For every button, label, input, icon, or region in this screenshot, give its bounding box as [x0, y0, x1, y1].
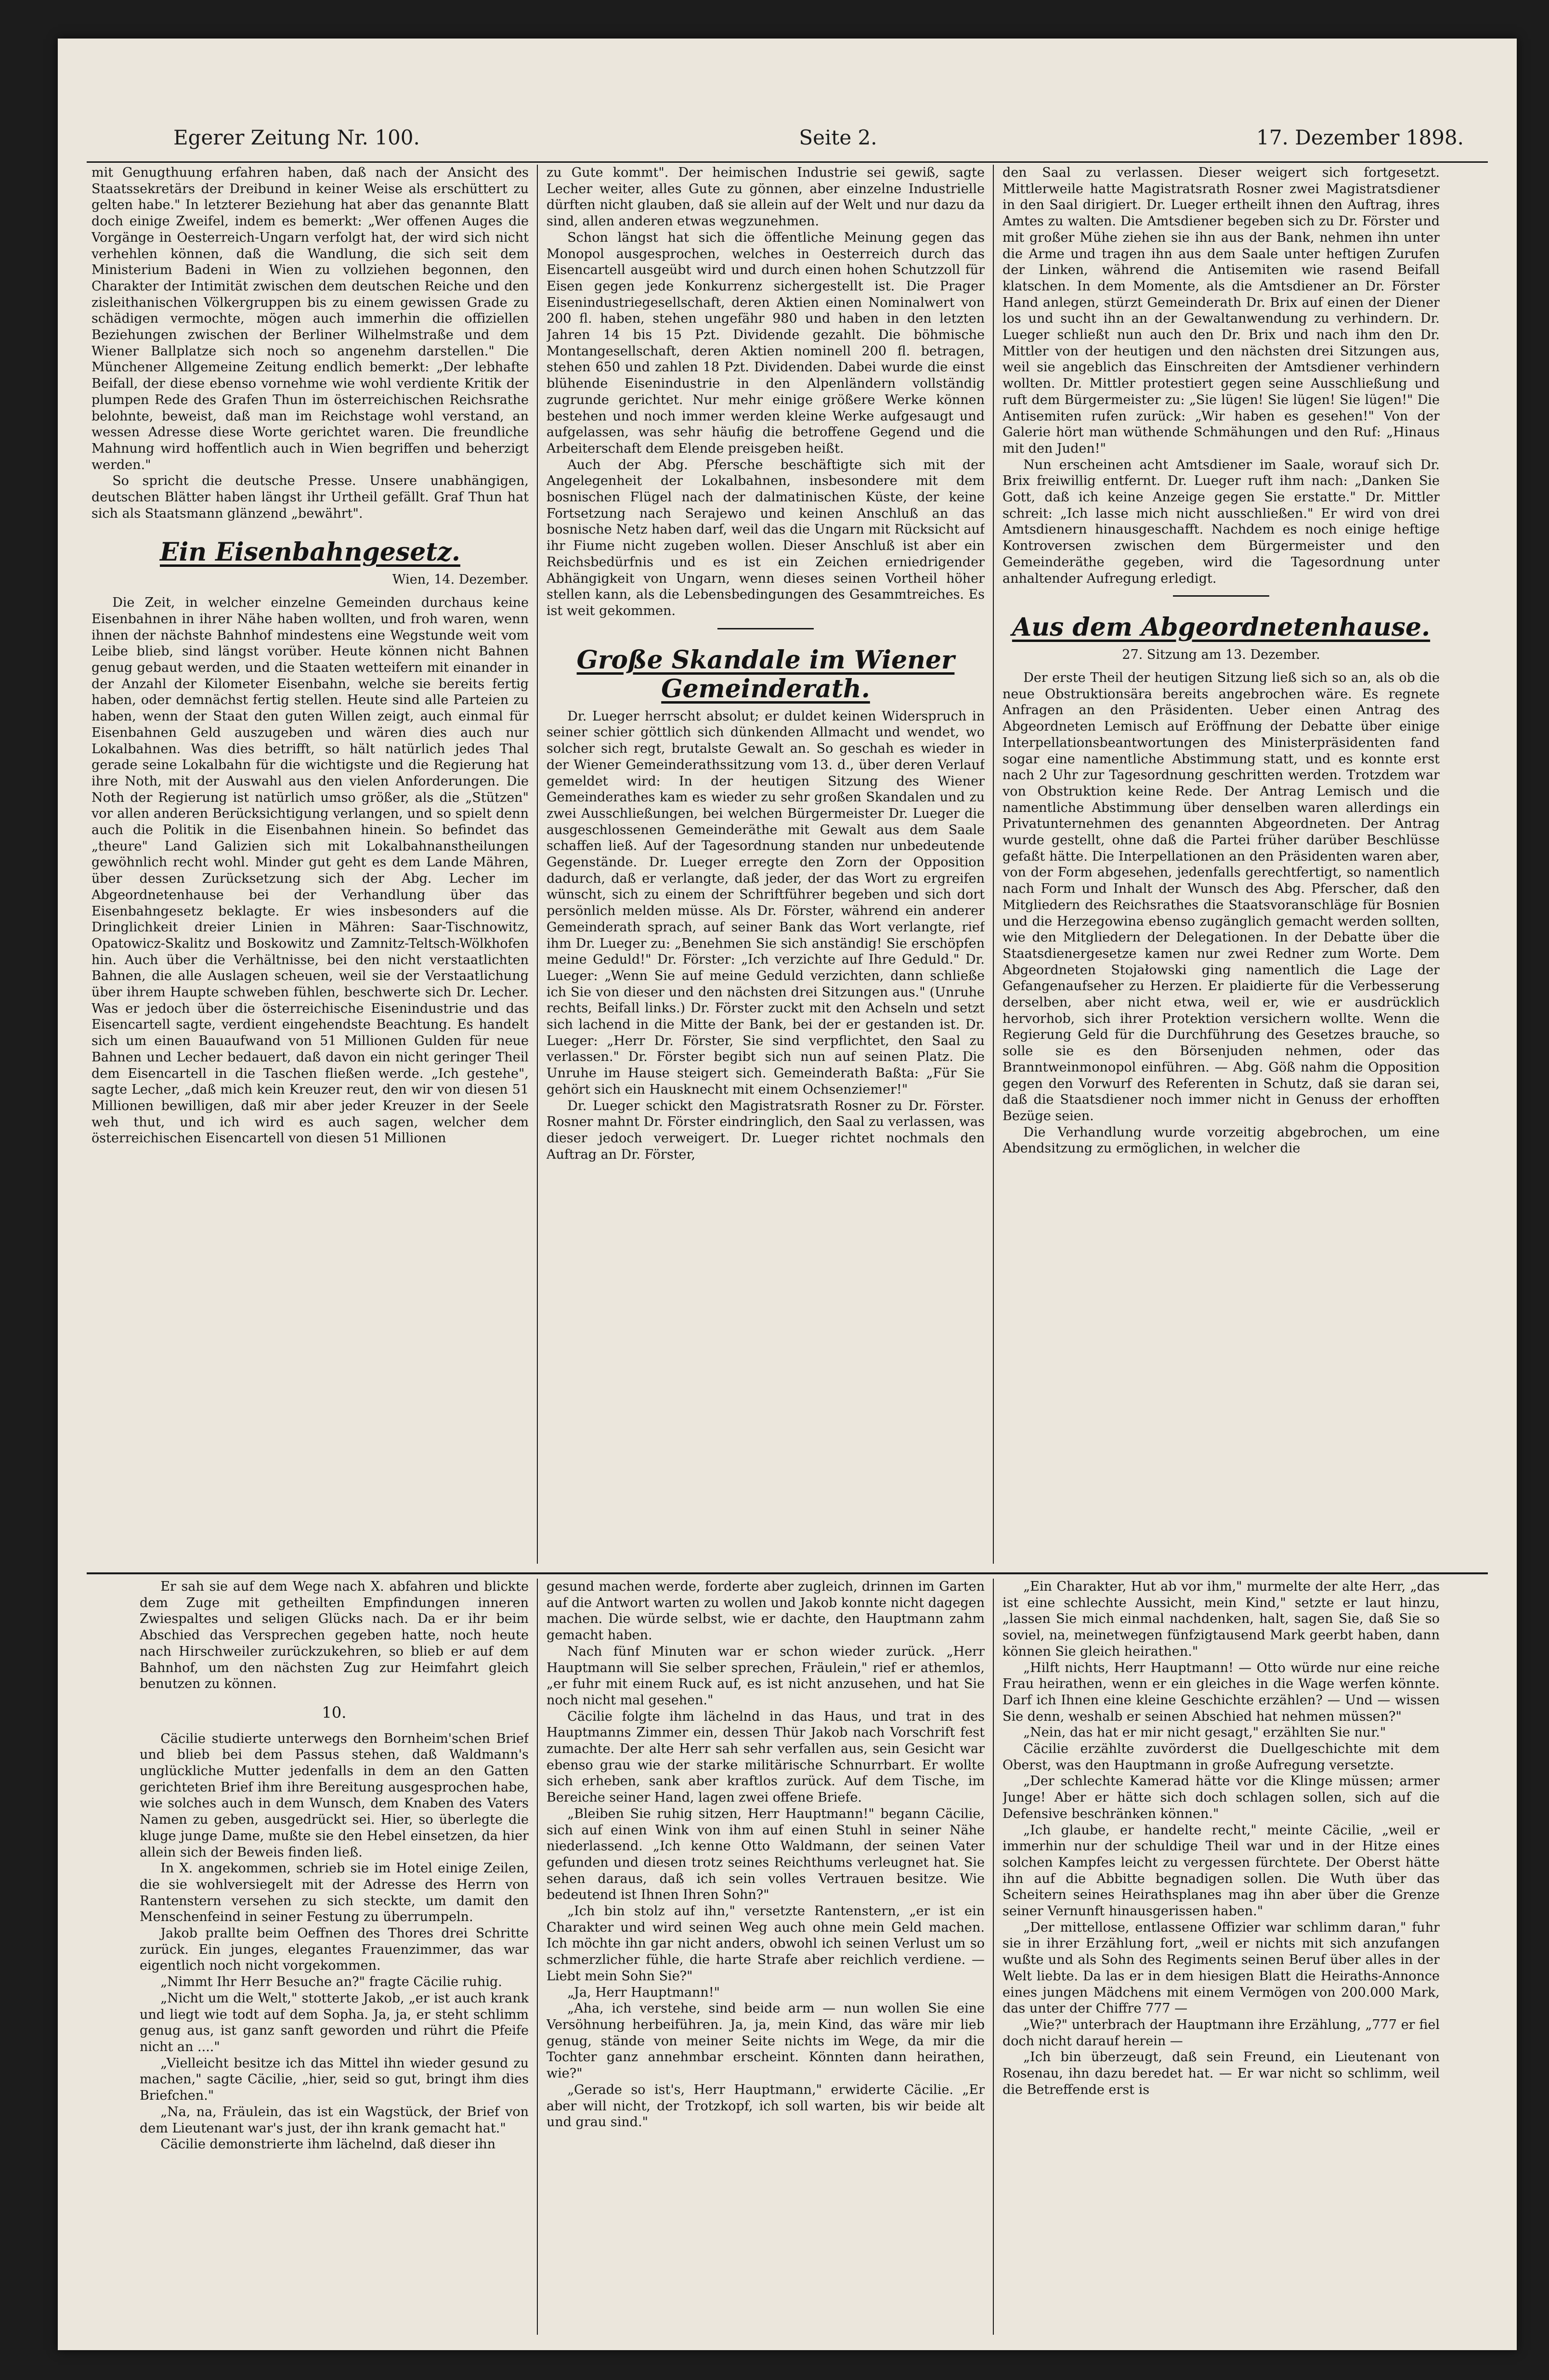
- article-title: Ein Eisenbahngesetz.: [160, 537, 460, 567]
- chapter-number: 10.: [322, 1703, 347, 1722]
- header-page-number: Seite 2.: [799, 125, 877, 149]
- feuilleton-divider: [87, 1572, 1488, 1574]
- paragraph: mit Genugthuung erfahren haben, daß nach der Ansicht des Staatssekretärs der Dreibund in keiner Weise als erschüttert zu gelten habe." In letzterer Beziehung hat aber das genannte Blatt doch einige Zweifel, indem es bemerkt: „Wer offenen Auges die Vorgänge in Oesterreich-Ungarn verfolgt hat, der wird sich nicht verhehlen können, daß die Wandlung, die sich seit dem Ministerium Badeni in Wien zu vollziehen begonnen, den Charakter der Intimität zwischen dem deutschen Reiche und den zisleithanischen Völkergruppen bis zu einem gewissen Grade zu schädigen vermochte, mögen auch immerhin die offiziellen Beziehungen zwischen der Berliner Wilhelmstraße und dem Wiener Ballplatze sich noch so angenehm darstellen." Die Münchener Allgemeine Zeitung endlich bemerkt: „Der lebhafte Beifall, der diese ebenso vornehme wie wohl verdiente Kritik der plumpen Rede des Grafen Thun im österreichischen Reichsrathe belohnte, beweist, daß man im Reichstage wohl verstand, an wessen Adresse diese Worte gerichtet waren. Die freundliche Mahnung wird hoffentlich auch in Wien begriffen und beherzigt werden.": [91, 165, 529, 472]
- paragraph: Cäcilie folgte ihm lächelnd in das Haus, und trat in des Hauptmanns Zimmer ein, dessen Thür Jakob nach Vorschrift fest zumachte. Der alte Herr sah sehr verfallen aus, sein Gesicht war ebenso grau wie der starke militärische Schnurrbart. Er wollte sich erheben, sank aber kraftlos zurück. Auf dem Tische, im Bereiche seiner Hand, lagen zwei offene Briefe.: [547, 1709, 985, 1805]
- paragraph: zu Gute kommt". Der heimischen Industrie sei gewiß, sagte Lecher weiter, alles Gute zu gönnen, aber einzelne Industrielle dürften nicht glauben, daß sie allein auf der Welt und nur dazu da sind, allen anderen etwas wegzunehmen.: [547, 165, 985, 229]
- paragraph: „Wie?" unterbrach der Hauptmann ihre Erzählung, „777 er fiel doch nicht darauf herein —: [1002, 2017, 1440, 2049]
- paragraph: Cäcilie studierte unterwegs den Bornheim'schen Brief und blieb bei dem Passus stehen, daß Waldmann's unglückliche Mutter jedenfalls in dem an den Gatten gerichteten Brief ihm ihre Bereitung ausgesprochen habe, wie solches auch in dem Wunsch, dem Knaben des Vaters Namen zu geben, ausgedrückt sei. Hier, so überlegte die kluge junge Dame, mußte sie den Hebel einsetzen, da hier allein sich der Beweis finden ließ.: [140, 1731, 529, 1860]
- column-rule: [993, 165, 994, 1564]
- paragraph: Dr. Lueger herrscht absolut; er duldet keinen Widerspruch in seiner schier göttlich sich dünkenden Allmacht und wendet, wo solcher sich regt, brutalste Gewalt an. So geschah es wieder in der Wiener Gemeinderathssitzung vom 13. d., über deren Verlauf gemeldet wird: In der heutigen Sitzung des Wiener Gemeinderathes kam es wieder zu sehr großen Skandalen und zu zwei Ausschließungen, bei welchen Bürgermeister Dr. Lueger die ausgeschlossenen Gemeinderäthe mit Gewalt aus dem Saale schaffen ließ. Auf der Tagesordnung standen nur unbedeutende Gegenstände. Dr. Lueger erregte den Zorn der Opposition dadurch, daß er verlangte, daß jeder, der das Wort zu ergreifen wünscht, sich zu einem der Schriftführer begeben und sich dort persönlich melden müsse. Als Dr. Förster, während ein anderer Gemeinderath sprach, auf seiner Bank das Wort verlangte, rief ihm Dr. Lueger zu: „Benehmen Sie sich anständig! Sie erschöpfen meine Geduld!" Dr. Förster: „Ich verzichte auf Ihre Geduld." Dr. Lueger: „Wenn Sie auf meine Geduld verzichten, dann schließe ich Sie von dieser und den nächsten drei Sitzungen aus." (Unruhe rechts, Beifall links.) Dr. Förster zuckt mit den Achseln und setzt sich lachend in die Mitte der Bank, bei der er gestanden ist. Dr. Lueger: „Herr Dr. Förster, Sie sind verpflichtet, den Saal zu verlassen." Dr. Förster begibt sich nun auf seinen Platz. Die Unruhe im Hause steigert sich. Gemeinderath Baßta: „Für Sie gehört sich ein Hausknecht mit einem Ochsenziemer!": [547, 708, 985, 1097]
- paragraph: „Ich bin überzeugt, daß sein Freund, ein Lieutenant von Rosenau, ihn dazu beredet hat. — Er war nicht so schlimm, weil die Betreffende erst is: [1002, 2050, 1440, 2097]
- paragraph: Nach fünf Minuten war er schon wieder zurück. „Herr Hauptmann will Sie selber sprechen, Fräulein," rief er athemlos, „er fuhr mit einem Ruck auf, es ist nicht anzusehen, und hat Sie noch nicht mal gesehen.": [547, 1644, 985, 1708]
- column-rule: [993, 1579, 994, 2335]
- header-masthead: Egerer Zeitung Nr. 100.: [173, 125, 420, 149]
- paragraph: gesund machen werde, forderte aber zugleich, drinnen im Garten auf die Antwort warten zu wollen und Jakob konnte nicht dagegen machen. Die würde selbst, wie er dachte, den Hauptmann zahm gemacht haben.: [547, 1579, 985, 1643]
- paragraph: Auch der Abg. Pfersche beschäftigte sich mit der Angelegenheit der Lokalbahnen, insbesondere mit dem bosnischen Flügel nach der dalmatinischen Küste, der keine Fortsetzung nach Serajewo und keinen Anschluß an das bosnische Netz haben darf, weil das die Ungarn mit Rücksicht auf ihr Fiume nicht zugeben wollen. Dieser Anschluß ist aber ein Reichsbedürfnis und es ist ein Zeichen erniedrigender Abhängigkeit von Ungarn, wenn dieses seinen Vortheil höher stellen kann, als die Lebensbedingungen des Gesammtreiches. Es ist weit gekommen.: [547, 457, 985, 618]
- paragraph: Cäcilie demonstrierte ihm lächelnd, daß dieser ihn: [160, 2137, 496, 2152]
- paragraph: „Ja, Herr Hauptmann!": [567, 1985, 720, 2000]
- paragraph: „Vielleicht besitze ich das Mittel ihn wieder gesund zu machen," sagte Cäcilie, „hier, seid so gut, bringt ihm dies Briefchen.": [140, 2055, 529, 2104]
- column-rule: [537, 1579, 538, 2335]
- paragraph: In X. angekommen, schrieb sie im Hotel einige Zeilen, die sie wohlversiegelt mit der Adresse des Herrn von Rantenstern versehen zu sich steckte, um damit den Menschenfeind in seiner Festung zu überrumpeln.: [140, 1861, 529, 1925]
- paragraph: „Na, na, Fräulein, das ist ein Wagstück, der Brief von dem Lieutenant war's just, der ihn krank gemacht hat.": [140, 2104, 529, 2136]
- article-title: Große Skandale im Wiener Gemeinderath.: [576, 645, 955, 704]
- politics-column-2: [547, 165, 985, 1564]
- newspaper-page: [58, 39, 1517, 2350]
- paragraph: Die Verhandlung wurde vorzeitig abgebrochen, um eine Abendsitzung zu ermöglichen, in welcher die: [1002, 1125, 1440, 1156]
- paragraph: Er sah sie auf dem Wege nach X. abfahren und blickte dem Zuge mit getheilten Empfindungen inneren Zwiespaltes und seligen Glücks nach. Da er ihr beim Abschied das Versprechen gegeben hatte, noch heute nach Hirschweiler zurückzukehren, so blieb er auf dem Bahnhof, um den nächsten Zug zur Heimfahrt gleich benutzen zu können.: [140, 1579, 529, 1692]
- paragraph: „Bleiben Sie ruhig sitzen, Herr Hauptmann!" begann Cäcilie, sich auf einen Wink von ihm auf einen Stuhl in seiner Nähe niederlassend. „Ich kenne Otto Waldmann, der seinen Vater gefunden und diesen trotz seines Reichthums verleugnet hat. Sie sehen daraus, daß ich sein volles Vertrauen besitze. Wie bedeutend ist Ihnen Ihren Sohn?": [547, 1806, 985, 1903]
- paragraph: „Der mittellose, entlassene Offizier war schlimm daran," fuhr sie in ihrer Erzählung fort, „weil er nichts mit sich anzufangen wußte und als Sohn des Regiments seinen Beruf über alles in der Welt liebte. Da las er in dem hiesigen Blatt die Heiraths-Annonce eines jungen Mädchens mit einem Vermögen von 200.000 Mark, das unter der Chiffre 777 —: [1002, 1920, 1440, 2016]
- paragraph: „Nicht um die Welt," stotterte Jakob, „er ist auch krank und liegt wie todt auf dem Sopha. Ja, ja, er steht schlimm genug aus, ist ganz sanft geworden und rührt die Pfeife nicht an ....": [140, 1990, 529, 2054]
- paragraph: Der erste Theil der heutigen Sitzung ließ sich so an, als ob die neue Obstruktionsära bereits angebrochen wäre. Es regnete Anfragen an den Präsidenten. Ueber einen Antrag des Abgeordneten Lemisch auf Eröffnung der Debatte über einige Interpellationsbeantwortungen des Ministerpräsidenten fand sogar eine namentliche Abstimmung statt, und es konnte erst nach 2 Uhr zur Tagesordnung geschritten werden. Trotzdem war von Obstruktion keine Rede. Der Antrag Lemisch und die namentliche Abstimmung über denselben waren allerdings ein Privatunternehmen des genannten Abgeordneten. Der Antrag wurde gestellt, ohne daß die Partei früher darüber Beschlüsse gefaßt hätte. Die Interpellationen an den Präsidenten waren aber, von der Form abgesehen, jedenfalls gerechtfertigt, so namentlich nach Form und Inhalt der Wunsch des Abg. Pferscher, daß den Mitgliedern des Reichsrathes die Staatsvoranschläge für Bosnien und die Herzegowina ebenso zugänglich gemacht werden sollten, wie den Mitgliedern der Delegationen. In der Debatte über die Staatsdienergesetze kamen nur zwei Redner zum Worte. Dem Abgeordneten Stojałowski ging namentlich die Lage der Gefangenaufseher zu Herzen. Er plaidierte für die Verbesserung derselben, aber nicht etwa, weil er, wie er ausdrücklich hervorhob, sich ihrer Protektion versichern wollte. Wenn die Regierung Geld für die Durchführung des Gesetzes brauche, so solle sie es den Börsenjuden nehmen, oder das Branntweinmonopol einführen. — Abg. Göß nahm die Opposition gegen den Vorwurf des Referenten in Schutz, daß sie daran sei, daß die Staatsdiener noch immer nicht in Genuss der erhofften Bezüge seien.: [1002, 670, 1440, 1124]
- feuilleton-column-1: [140, 1579, 529, 2335]
- feuilleton-column-3: [1002, 1579, 1440, 2335]
- paragraph: Dr. Lueger schickt den Magistratsrath Rosner zu Dr. Förster. Rosner mahnt Dr. Förster eindringlich, den Saal zu verlassen, was dieser jedoch verweigert. Dr. Lueger richtet nochmals den Auftrag an Dr. Förster,: [547, 1098, 985, 1162]
- paragraph: Schon längst hat sich die öffentliche Meinung gegen das Monopol ausgesprochen, welches in Oesterreich durch das Eisencartell ausgeübt wird und durch einen hohen Schutzzoll für Eisen gegen jede Konkurrenz sichergestellt ist. Die Prager Eisenindustriegesellschaft, deren Aktien einen Nominalwert von 200 fl. haben, stehen ungefähr 980 und haben in den letzten Jahren 14 bis 15 Pzt. Dividende gezahlt. Die böhmische Montangesellschaft, deren Aktien nominell 200 fl. betragen, stehen 650 und zahlen 18 Pzt. Dividenden. Dabei wurde die einst blühende Eisenindustrie in den Alpenländern vollständig zugrunde gerichtet. Nur mehr einige größere Werke können bestehen und noch immer werden kleine Werke aufgesaugt und aufgelassen, was sehr häufig die betroffene Gegend und die Arbeiterschaft dem Elende preisgeben heißt.: [547, 230, 985, 456]
- paragraph: „Hilft nichts, Herr Hauptmann! — Otto würde nur eine reiche Frau heirathen, wenn er ein gleiches in die Wage werfen könnte. Darf ich Ihnen eine kleine Geschichte erzählen? — Und — wissen Sie denn, weshalb er seinen Abschied hat nehmen müssen?": [1002, 1660, 1440, 1724]
- page-header: [173, 120, 1464, 154]
- column-rule: [537, 165, 538, 1564]
- separator: [717, 628, 814, 629]
- paragraph: Nun erscheinen acht Amtsdiener im Saale, worauf sich Dr. Brix freiwillig entfernt. Dr. Lueger ruft ihm nach: „Danken Sie Gott, daß ich keine Anzeige gegen Sie erstatte." Dr. Mittler schreit: „Ich lasse mich nicht ausschließen." Er wird von drei Amtsdienern hinausgeschafft. Nachdem es noch einige heftige Kontroversen zwischen dem Bürgermeister und den Gemeinderäthe gegeben, wird die Tagesordnung unter anhaltender Aufregung erledigt.: [1002, 457, 1440, 586]
- sitting-line: 27. Sitzung am 13. Dezember.: [1122, 647, 1320, 663]
- paragraph: „Nimmt Ihr Herr Besuche an?" fragte Cäcilie ruhig.: [160, 1975, 502, 1990]
- separator: [1173, 595, 1269, 597]
- header-date: 17. Dezember 1898.: [1256, 125, 1464, 149]
- paragraph: So spricht die deutsche Presse. Unsere unabhängigen, deutschen Blätter haben längst ihr Urtheil gefällt. Graf Thun hat sich als Staatsmann glänzend „bewährt".: [91, 473, 529, 521]
- politics-column-3: [1002, 165, 1440, 1564]
- paragraph: Jakob prallte beim Oeffnen des Thores drei Schritte zurück. Ein junges, elegantes Frauenzimmer, das war eigentlich noch nicht vorgekommen.: [140, 1926, 529, 1974]
- paragraph: Cäcilie erzählte zuvörderst die Duellgeschichte mit dem Oberst, was den Hauptmann in große Aufregung versetzte.: [1002, 1741, 1440, 1773]
- header-rule: [87, 161, 1488, 163]
- paragraph: „Der schlechte Kamerad hätte vor die Klinge müssen; armer Junge! Aber er hätte sich doch schlagen sollen, sich auf die Defensive beschränken können.": [1002, 1774, 1440, 1821]
- paragraph: den Saal zu verlassen. Dieser weigert sich fortgesetzt. Mittlerweile hatte Magistratsrath Rosner zwei Magistratsdiener in den Saal dirigiert. Dr. Lueger ertheilt ihnen den Auftrag, ihres Amtes zu walten. Die Amtsdiener begeben sich zu Dr. Förster und mit großer Mühe ziehen sie ihn aus der Bank, nehmen ihn unter die Arme und tragen ihn aus dem Saale unter heftigen Zurufen der Linken, während die Antisemiten wie rasend Beifall klatschen. In dem Momente, als die Amtsdiener an Dr. Förster Hand anlegen, stürzt Gemeinderath Dr. Brix auf einen der Diener los und sucht ihn an der Gewaltanwendung zu verhindern. Dr. Lueger schließt nun auch den Dr. Brix und nach ihm den Dr. Mittler von der heutigen und den nächsten drei Sitzungen aus, weil sie angeblich das Einschreiten der Amtsdiener verhindern wollten. Dr. Mittler protestiert gegen seine Ausschließung und ruft dem Bürgermeister zu: „Sie lügen! Sie lügen! Sie lügen!" Die Antisemiten rufen zurück: „Wir haben es gesehen!" Von der Galerie hört man wüthende Schmähungen und den Ruf: „Hinaus mit den Juden!": [1002, 165, 1440, 456]
- paragraph: Die Zeit, in welcher einzelne Gemeinden durchaus keine Eisenbahnen in ihrer Nähe haben wollten, und froh waren, wenn ihnen der nächste Bahnhof mindestens eine Wegstunde weit vom Leibe blieb, sind längst vorüber. Heute können nicht Bahnen genug gebaut werden, und die Staaten wetteifern mit einander in der Anzahl der Kilometer Eisenbahn, welche sie bereits fertig haben, oder demnächst fertig stellen. Heute sind alle Parteien zu haben, wenn der Staat den guten Willen zeigt, auch einmal für Eisenbahnen Geld auszugeben und wären dies auch nur Lokalbahnen. Was dies betrifft, so hält natürlich jedes Thal gerade seine Lokalbahn für die wichtigste und die Regierung hat ihre Noth, mit der Auswahl aus den vielen Anforderungen. Die Noth der Regierung ist natürlich umso größer, als die „Stützen" vor allen anderen Berücksichtigung verlangen, und so spielt denn auch die Politik in die Eisenbahnen hinein. So befindet das „theure" Land Galizien sich mit Lokalbahnanstheilungen gewöhnlich recht wohl. Minder gut geht es dem Lande Mähren, über dessen Zurücksetzung sich der Abg. Lecher im Abgeordnetenhause bei der Verhandlung über das Eisenbahngesetz beklagte. Er wies insbesonders auf die Dringlichkeit dreier Linien in Mähren: Saar-Tischnowitz, Opatowicz-Skalitz und Boskowitz und Zamnitz-Teltsch-Wölkhofen hin. Auch über die Verhältnisse, bei den nicht verstaatlichten Bahnen, die alle Auslagen scheuen, weil sie der Verstaatlichung über ihrem Haupte schweben fühlen, beschwerte sich Dr. Lecher. Was er jedoch über die österreichische Eisenindustrie und das Eisencartell sagte, verdient eingehendste Beachtung. Es handelt sich um einen Bauaufwand von 51 Millionen Gulden für neue Bahnen und Lecher bedauert, daß davon ein nicht geringer Theil dem Eisencartell in die Taschen fließen werde. „Ich gestehe", sagte Lecher, „daß mich kein Kreuzer reut, den wir von diesen 51 Millionen bewilligen, daß mir aber jeder Kreuzer in der Seele weh thut, und ich wird es auch sagen, welcher dem österreichischen Eisencartell von diesen 51 Millionen: [91, 595, 529, 1146]
- paragraph: „Ich glaube, er handelte recht," meinte Cäcilie, „weil er immerhin nur der schuldige Theil war und in der Hitze eines solchen Kampfes leicht zu vergessen fürchtete. Der Oberst hätte ihn auf die Abbitte begnadigen sollen. Die Wuth über das Scheitern seines Heirathsplanes mag ihn aber über die Grenze seiner Vernunft hinausgerissen haben.": [1002, 1822, 1440, 1919]
- dateline: Wien, 14. Dezember.: [392, 572, 529, 588]
- paragraph: „Gerade so ist's, Herr Hauptmann," erwiderte Cäcilie. „Er aber will nicht, der Trotzkopf, ich soll warten, bis wir beide alt und grau sind.": [547, 2082, 985, 2130]
- paragraph: „Ein Charakter, Hut ab vor ihm," murmelte der alte Herr, „das ist eine schlechte Aussicht, mein Kind," setzte er laut hinzu, „lassen Sie mich einmal nachdenken, halt, sagen Sie, daß Sie so soviel, na, meinetwegen fünfzigtausend Mark geerbt haben, dann können Sie gleich heirathen.": [1002, 1579, 1440, 1659]
- paragraph: „Aha, ich verstehe, sind beide arm — nun wollen Sie eine Versöhnung herbeiführen. Ja, ja, mein Kind, das wäre mir lieb genug, stände von meiner Seite nichts im Wege, da mir die Tochter ganz annehmbar erscheint. Könnten dann heirathen, wie?": [547, 2001, 985, 2081]
- politics-column-1: [91, 165, 529, 1564]
- article-title: Aus dem Abgeordnetenhause.: [1012, 613, 1431, 642]
- paragraph: „Nein, das hat er mir nicht gesagt," erzählten Sie nur.": [1023, 1725, 1386, 1740]
- paragraph: „Ich bin stolz auf ihn," versetzte Rantenstern, „er ist ein Charakter und wird seinen Weg auch ohne mein Geld machen. Ich möchte ihn gar nicht anders, obwohl ich seinen Verlust um so schmerzlicher fühle, die harte Strafe aber reichlich verdiene. — Liebt mein Sohn Sie?": [547, 1904, 985, 1984]
- feuilleton-column-2: [547, 1579, 985, 2335]
